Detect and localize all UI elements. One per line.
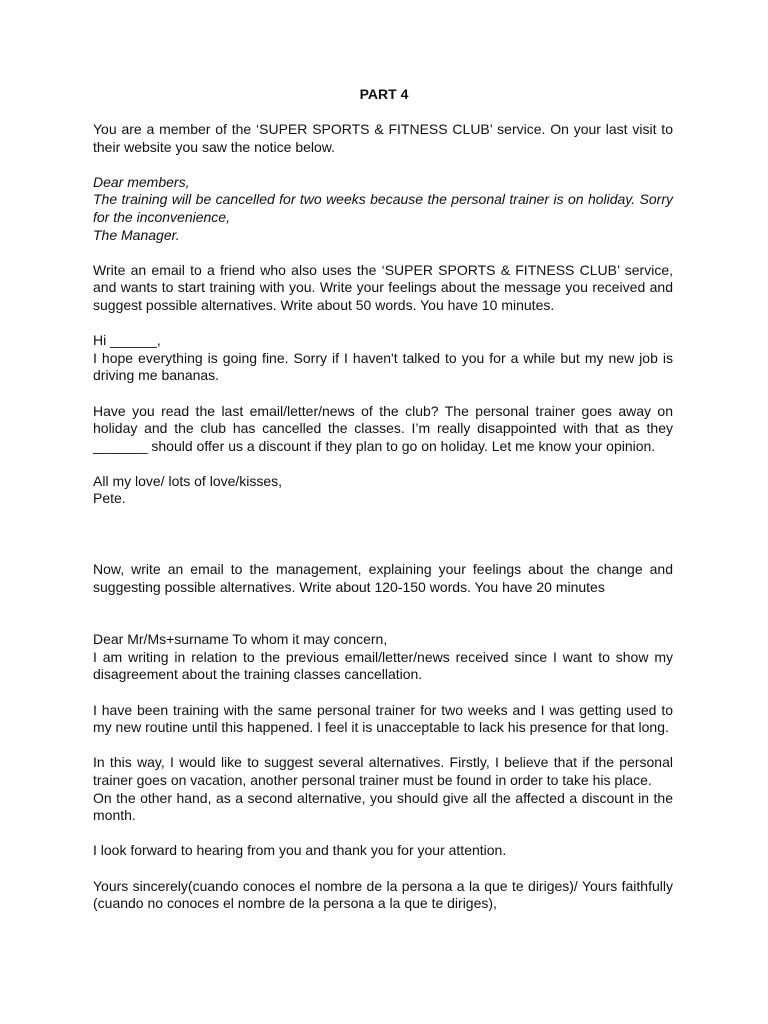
friend-email-paragraph-1: I hope everything is going fine. Sorry if I haven't talked to you for a while but my new job is driving me bananas. <box>93 349 673 384</box>
management-email-paragraph-4: I look forward to hearing from you and thank you for your attention. <box>93 842 507 859</box>
management-email-greeting: Dear Mr/Ms+surname To whom it may concern, <box>93 631 388 648</box>
management-email-closing: Yours sincerely(cuando conoces el nombre de la persona a la que te diriges)/ Yours faithfully (cuando no conoces el nombre de la persona a la que te diriges), <box>93 877 673 912</box>
notice-body: The training will be cancelled for two weeks because the personal trainer is on holiday. Sorry for the inconvenience, <box>93 191 673 225</box>
friend-email-paragraph-2: Have you read the last email/letter/news of the club? The personal trainer goes away on holiday and the club has cancelled the classes. I’m really disappointed with that as they _______ should offer us a discount if they plan to go on holiday. Let me know your opinion. <box>93 402 673 454</box>
page-title: PART 4 <box>359 86 409 102</box>
notice-greeting: Dear members, <box>93 173 190 190</box>
management-email-paragraph-2: I have been training with the same personal trainer for two weeks and I was getting used to my new routine until this happened. I feel it is unacceptable to lack his presence for that long. <box>93 701 673 736</box>
notice-signoff: The Manager. <box>93 226 180 243</box>
friend-email <box>93 332 673 508</box>
notice-block <box>93 174 673 244</box>
task1-instructions: Write an email to a friend who also uses the ‘SUPER SPORTS & FITNESS CLUB’ service, and wants to start training with you. Write your feelings about the message you received and suggest possible alternatives. Write about 50 words. You have 10 minutes. <box>93 261 673 313</box>
friend-email-greeting: Hi ______, <box>93 332 161 349</box>
management-email <box>93 631 673 913</box>
friend-email-closing: All my love/ lots of love/kisses, <box>93 472 283 489</box>
task2-instructions: Now, write an email to the management, explaining your feelings about the change and suggesting possible alternatives. Write about 120-150 words. You have 20 minutes <box>93 561 673 595</box>
management-email-paragraph-3a: In this way, I would like to suggest several alternatives. Firstly, I believe that if the personal trainer goes on vacation, another personal trainer must be found in order to take his place. <box>93 754 673 788</box>
friend-email-signature: Pete. <box>93 490 126 507</box>
management-email-paragraph-3b: On the other hand, as a second alternative, you should give all the affected a discount in the month. <box>93 789 673 824</box>
document-body <box>93 121 673 913</box>
management-email-paragraph-1: I am writing in relation to the previous email/letter/news received since I want to show my disagreement about the training classes cancellation. <box>93 648 673 683</box>
intro-paragraph: You are a member of the ‘SUPER SPORTS & FITNESS CLUB’ service. On your last visit to their website you saw the notice below. <box>93 121 673 155</box>
